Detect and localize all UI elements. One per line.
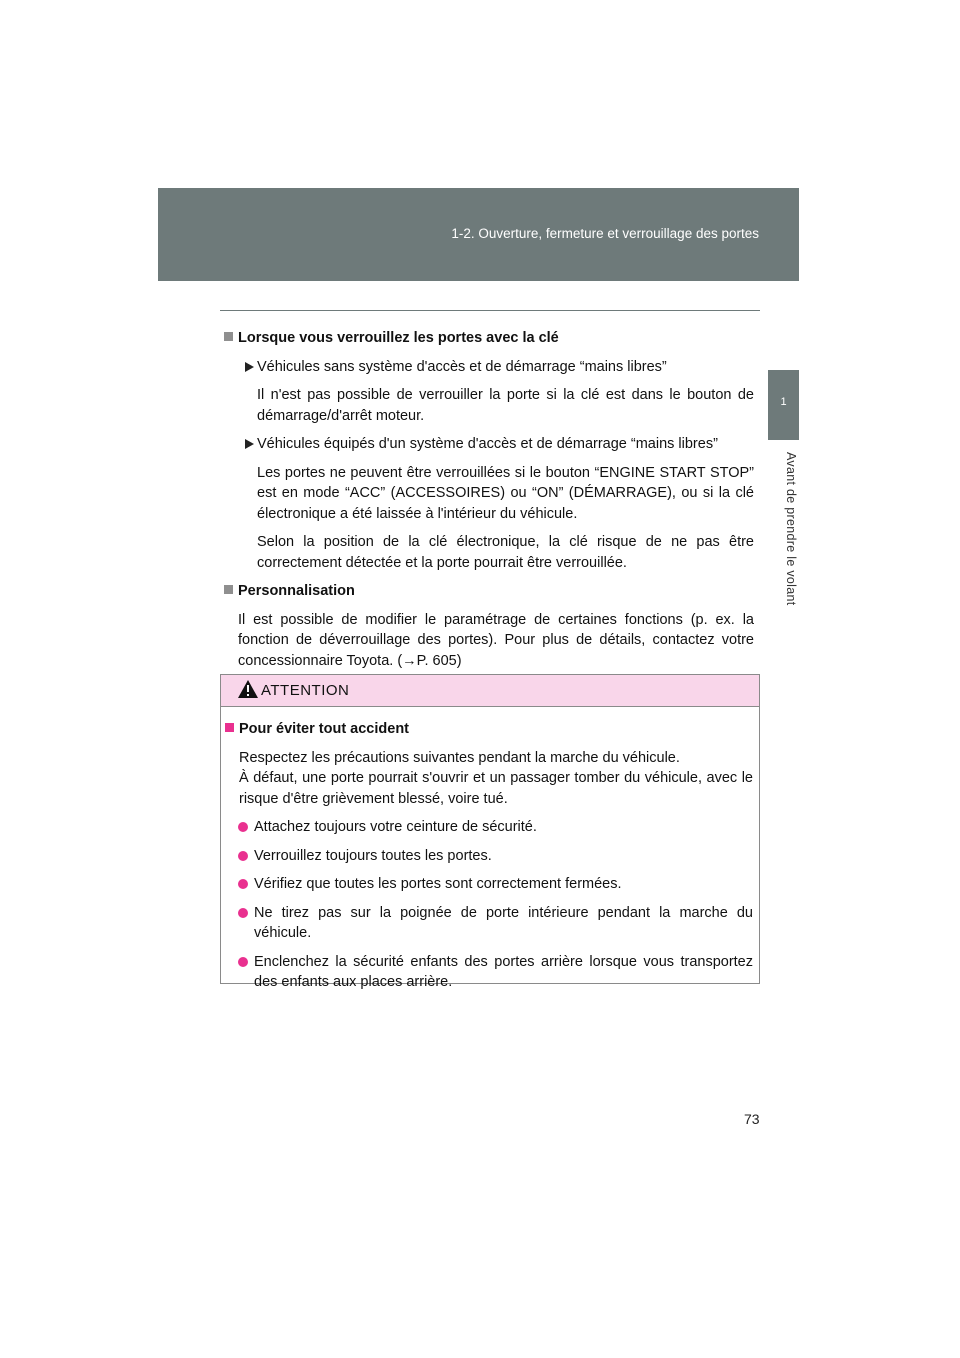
header-rule	[220, 310, 760, 311]
list-item: Ne tirez pas sur la poignée de porte intérieure pendant la marche du véhicule.	[225, 903, 753, 944]
section-heading: Lorsque vous verrouillez les portes avec la clé	[224, 328, 754, 349]
warning-triangle-icon	[237, 679, 259, 699]
sub-item: Véhicules équipés d'un système d'accès et de démarrage “mains libres”	[224, 434, 754, 455]
list-item: Verrouillez toujours toutes les portes.	[225, 846, 753, 867]
chapter-number: 1	[780, 396, 787, 408]
dot-bullet-icon	[238, 851, 248, 861]
paragraph: Les portes ne peuvent être verrouillées si le bouton “ENGINE START STOP” est en mode “ACC” (ACCESSOIRES) ou “ON” (DÉMARRAGE), ou si la clé électronique a été laissée à l'intérieur du véhicule.	[257, 464, 754, 522]
dot-bullet-icon	[238, 957, 248, 967]
sub-item: Véhicules sans système d'accès et de démarrage “mains libres”	[224, 357, 754, 378]
main-content	[224, 328, 754, 679]
warning-box	[220, 674, 760, 990]
page-header	[158, 188, 799, 281]
dot-bullet-icon	[238, 908, 248, 918]
warning-heading: Pour éviter tout accident	[225, 719, 753, 740]
triangle-arrow-icon	[245, 362, 254, 372]
header-title: 1-2. Ouverture, fermeture et verrouillage des portes	[451, 226, 759, 241]
paragraph: Il n'est pas possible de verrouiller la porte si la clé est dans le bouton de démarrage/d'arrêt moteur.	[257, 387, 754, 424]
list-item: Enclenchez la sécurité enfants des portes arrière lorsque vous transportez des enfants aux places arrière.	[225, 952, 753, 993]
square-bullet-icon	[224, 585, 233, 594]
warning-body	[221, 707, 759, 993]
square-bullet-icon	[224, 332, 233, 341]
warning-header	[221, 675, 759, 707]
dot-bullet-icon	[238, 822, 248, 832]
paragraph: Selon la position de la clé électronique, la clé risque de ne pas être correctement détectée et la porte pourrait être verrouillée.	[257, 534, 754, 571]
chapter-label: Avant de prendre le volant	[784, 452, 798, 606]
warning-title: ATTENTION	[261, 682, 350, 699]
section-heading: Personnalisation	[224, 581, 754, 602]
page-number: 73	[744, 1111, 760, 1127]
paragraph: Il est possible de modifier le paramétrage de certaines fonctions (p. ex. la fonction de déverrouillage des portes). Pour plus de détails, contactez votre concessionnaire Toyota. (→P. 605)	[238, 611, 754, 669]
square-bullet-icon	[225, 723, 234, 732]
dot-bullet-icon	[238, 879, 248, 889]
list-item: Attachez toujours votre ceinture de sécurité.	[225, 817, 753, 838]
list-item: Vérifiez que toutes les portes sont correctement fermées.	[225, 874, 753, 895]
warning-paragraph: Respectez les précautions suivantes pendant la marche du véhicule. À défaut, une porte pourrait s'ouvrir et un passager tomber du véhicule, avec le risque d'être grièvement blessé, voire tué.	[239, 749, 753, 807]
chapter-tab	[768, 370, 799, 440]
triangle-arrow-icon	[245, 439, 254, 449]
